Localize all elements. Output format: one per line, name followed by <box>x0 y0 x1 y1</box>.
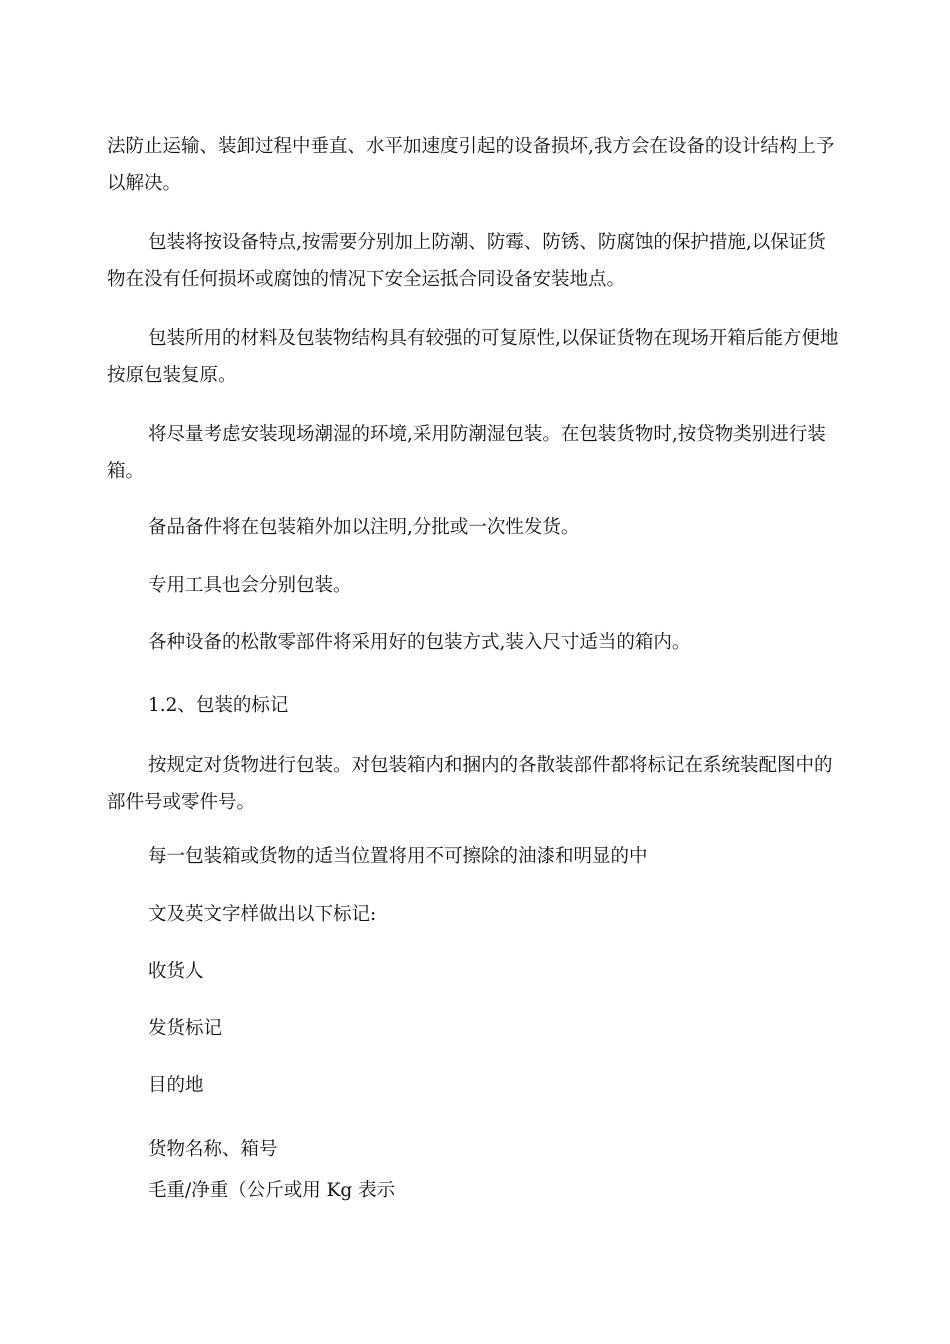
paragraph-protection-measures: 包装将按设备特点,按需要分别加上防潮、防霉、防锈、防腐蚀的保护措施,以保证货物在没有任何损坏或腐蚀的情况下安全运抵合同设备安装地点。 <box>107 232 826 290</box>
paragraph-spare-parts: 备品备件将在包装箱外加以注明,分批或一次性发货。 <box>148 517 580 538</box>
list-item-destination: 目的地 <box>148 1075 204 1096</box>
paragraph-moisture-proof: 将尽量考虑安装现场潮湿的环境,采用防潮湿包装。在包装货物时,按贷物类别进行装箱。 <box>107 424 826 482</box>
list-item-shipping-mark: 发货标记 <box>148 1018 223 1039</box>
list-item-gross-net-weight: 毛重/净重（公斤或用 Kg 表示 <box>148 1180 396 1201</box>
paragraph-special-tools: 专用工具也会分别包装。 <box>148 575 352 596</box>
paragraph-transport-damage: 法防止运输、装卸过程中垂直、水平加速度引起的设备损坏,我方会在设备的设计结构上予以解决。 <box>107 136 835 194</box>
section-heading-marking: 1.2、包装的标记 <box>148 695 289 716</box>
paragraph-paint-marking: 每一包装箱或货物的适当位置将用不可擦除的油漆和明显的中 <box>148 846 648 867</box>
paragraph-reusable-packaging: 包装所用的材料及包装物结构具有较强的可复原性,以保证货物在现场开箱后能方便地按原包装复原。 <box>107 328 839 386</box>
paragraph-loose-parts: 各种设备的松散零部件将采用好的包装方式,装入尺寸适当的箱内。 <box>148 632 691 653</box>
paragraph-marking-list-intro: 文及英文字样做出以下标记: <box>148 904 377 925</box>
paragraph-part-numbers: 按规定对货物进行包装。对包装箱内和捆内的各散装部件都将标记在系统装配图中的部件号或零件号。 <box>107 755 833 813</box>
list-item-goods-name-box-number: 货物名称、箱号 <box>148 1139 278 1160</box>
list-item-consignee: 收货人 <box>148 961 204 982</box>
